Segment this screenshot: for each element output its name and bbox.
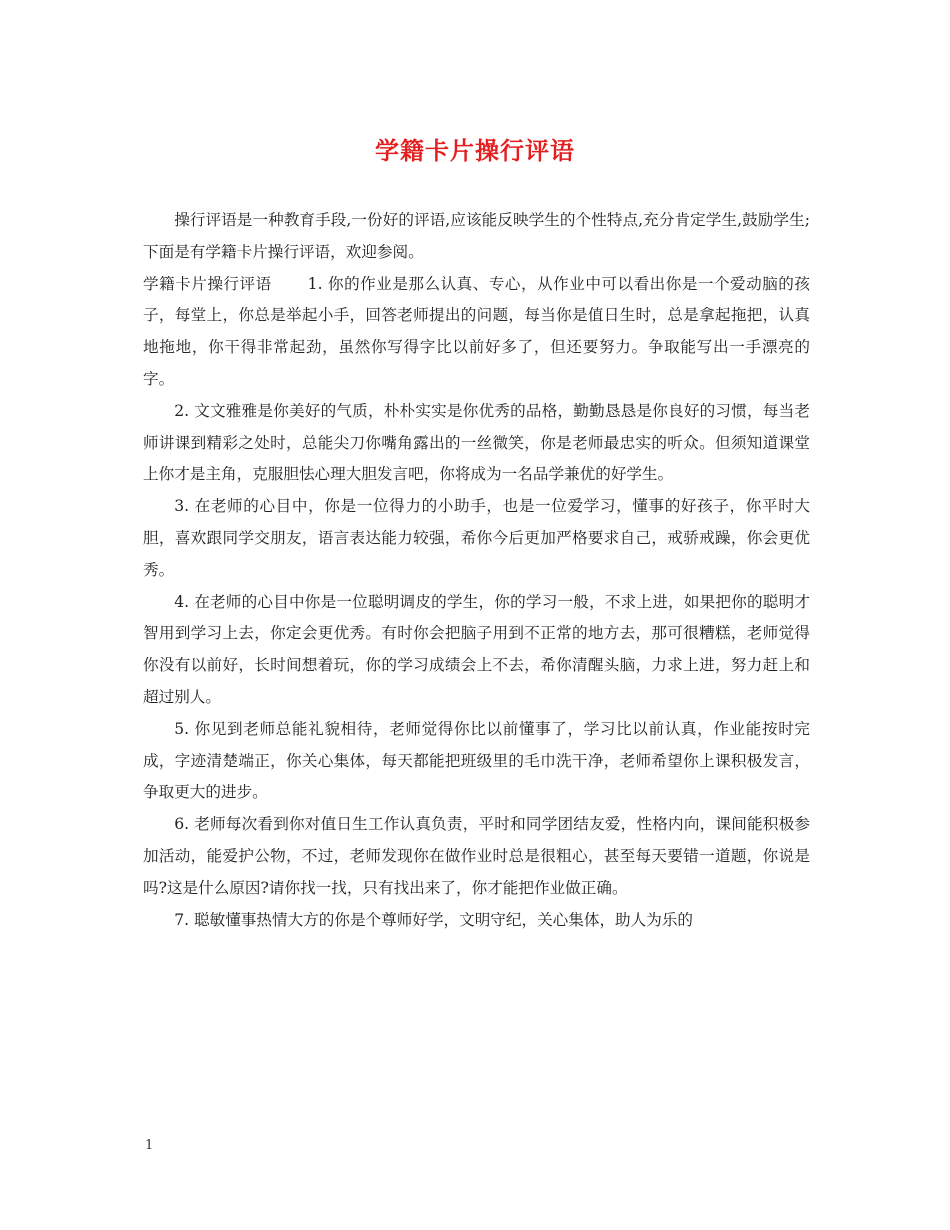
- paragraph-1: [143, 269, 810, 396]
- comment-3: 3. 在老师的心目中，你是一位得力的小助手，也是一位爱学习，懂事的好孩子，你平时大胆，喜欢跟同学交朋友，语言表达能力较强，希你今后更加严格要求自己，戒骄戒躁，你会更优秀。: [143, 497, 810, 579]
- section-label: 学籍卡片操行评语: [143, 274, 272, 293]
- document-title: 学籍卡片操行评语: [375, 136, 575, 165]
- comment-6: 6. 老师每次看到你对值日生工作认真负责，平时和同学团结友爱，性格内向，课间能积极参加活动，能爱护公物，不过，老师发现你在做作业时总是很粗心，甚至每天要错一道题，你说是吗?这是什么原因?请你找一找，只有找出来了，你才能把作业做正确。: [143, 815, 810, 897]
- comment-5: 5. 你见到老师总能礼貌相待，老师觉得你比以前懂事了，学习比以前认真，作业能按时完成，字迹清楚端正，你关心集体，每天都能把班级里的毛巾洗干净，老师希望你上课积极发言，争取更大的进步。: [143, 719, 810, 802]
- page-number: 1: [145, 1138, 154, 1153]
- intro-paragraph: 操行评语是一种教育手段,一份好的评语,应该能反映学生的个性特点,充分肯定学生,鼓励学生;下面是有学籍卡片操行评语，欢迎参阅。: [143, 211, 810, 261]
- comment-1: 1. 你的作业是那么认真、专心，从作业中可以看出你是一个爱动脑的孩子，每堂上，你总是举起小手，回答老师提出的问题，每当你是值日生时，总是拿起拖把，认真地拖地，你干得非常起劲，虽然你写得字比以前好多了，但还要努力。争取能写出一手漂亮的字。: [143, 274, 810, 388]
- document-body: [143, 205, 810, 936]
- comment-7: 7. 聪敏懂事热情大方的你是个尊师好学，文明守纪，关心集体，助人为乐的: [174, 910, 694, 929]
- comment-4: 4. 在老师的心目中你是一位聪明调皮的学生，你的学习一般，不求上进，如果把你的聪明才智用到学习上去，你定会更优秀。有时你会把脑子用到不正常的地方去，那可很糟糕，老师觉得你没有以前好，长时间想着玩，你的学习成绩会上不去，希你清醒头脑，力求上进，努力赶上和超过别人。: [143, 592, 810, 706]
- comment-2: 2. 文文雅雅是你美好的气质，朴朴实实是你优秀的品格，勤勤恳恳是你良好的习惯，每当老师讲课到精彩之处时，总能尖刀你嘴角露出的一丝微笑，你是老师最忠实的听众。但须知道课堂上你才是主角，克服胆怯心理大胆发言吧，你将成为一名品学兼优的好学生。: [143, 401, 810, 484]
